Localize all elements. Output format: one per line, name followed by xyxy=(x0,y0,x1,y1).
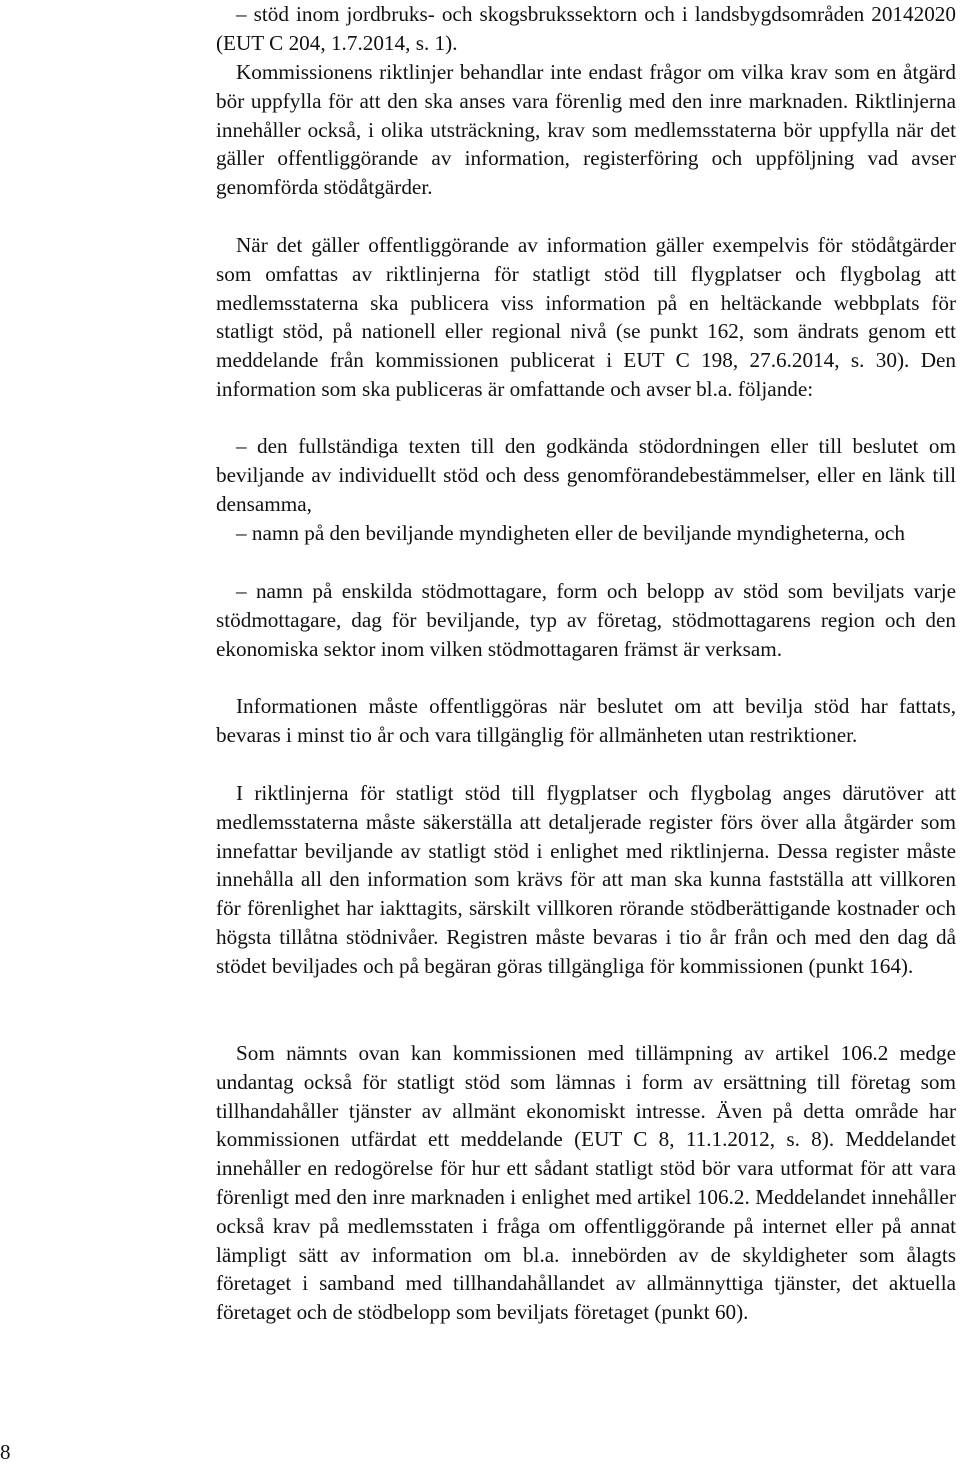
list-item-authority-name: – namn på den beviljande myndigheten eller de beviljande myndigheterna, och xyxy=(236,521,905,545)
paragraph-register-requirements: I riktlinjerna för statligt stöd till flygplatser och flygbolag anges därutöver att medlemsstaterna måste säkerställa att detaljerade register förs över alla åtgärder som innefattar beviljande av statligt stöd i enlighet med riktlinjerna. Dessa register måste innehålla all den information som krävs för att man ska kunna fastställa att villkoren för förenlighet har iakttagits, särskilt villkoren rörande stödberättigande kostnader och högsta tillåtna stödnivåer. Registren måste bevaras i tio år från och med den dag då stödet beviljades och på begäran göras tillgängliga för kommissionen (punkt 164). xyxy=(216,781,956,978)
paragraph-publication-duration: Informationen måste offentliggöras när beslutet om att bevilja stöd har fattats, bevaras i minst tio år och vara tillgänglig för allmänheten utan restriktioner. xyxy=(216,694,956,747)
paragraph-sgei-compensation: Som nämnts ovan kan kommissionen med tillämpning av artikel 106.2 medge undantag också för statligt stöd som lämnas i form av ersättning till företag som tillhandahåller tjänster av allmänt ekonomiskt intresse. Även på detta område har kommissionen utfärdat ett meddelande (EUT C 8, 11.1.2012, s. 8). Meddelandet innehåller en redogörelse för hur ett sådant statligt stöd bör vara utformat för att vara förenligt med den inre marknaden i enlighet med artikel 106.2. Meddelandet innehåller också krav på medlemsstaten i fråga om offentliggörande på internet eller på annat lämpligt sätt av information om bl.a. innebörden av de skyldigheter som ålagts företaget i samband med tillhandahållandet av allmännyttiga tjänster, det aktuella företaget och de stödbelopp som beviljats företaget (punkt 60). xyxy=(216,1041,956,1325)
list-item-beneficiary-details: – namn på enskilda stödmottagare, form och belopp av stöd som beviljats varje stödmottagare, dag för beviljande, typ av företag, stödmottagarens region och den ekonomiska sektor inom vilken stödmottagaren främst är verksam. xyxy=(216,579,956,661)
paragraph-publication-information: När det gäller offentliggörande av information gäller exempelvis för stödåtgärder som omfattas av riktlinjerna för statligt stöd till flygplatser och flygbolag att medlemsstaterna ska publicera viss information på en heltäckande webbplats för statligt stöd, på nationell eller regional nivå (se punkt 162, som ändrats genom ett meddelande från kommissionen publicerat i EUT C 198, 27.6.2014, s. 30). Den information som ska publiceras är omfattande och avser bl.a. följande: xyxy=(216,233,956,401)
list-item-continuation: – stöd inom jordbruks- och skogsbrukssektorn och i landsbygdsområden 20142020 (EUT C 204, 1.7.2014, s. 1). xyxy=(216,2,956,55)
paragraph-guidelines-requirements: Kommissionens riktlinjer behandlar inte endast frågor om vilka krav som en åtgärd bör uppfylla för att den ska anses vara förenlig med den inre marknaden. Riktlinjerna innehåller också, i olika utsträckning, krav som medlemsstaterna bör uppfylla när det gäller offentliggörande av information, registerföring och uppföljning vad avser genomförda stödåtgärder. xyxy=(216,60,956,200)
list-item-full-text: – den fullständiga texten till den godkända stödordningen eller till beslutet om beviljande av individuellt stöd och dess genomförandebestämmelser, eller en länk till densamma, xyxy=(216,434,956,516)
page-number: 8 xyxy=(0,1440,11,1464)
